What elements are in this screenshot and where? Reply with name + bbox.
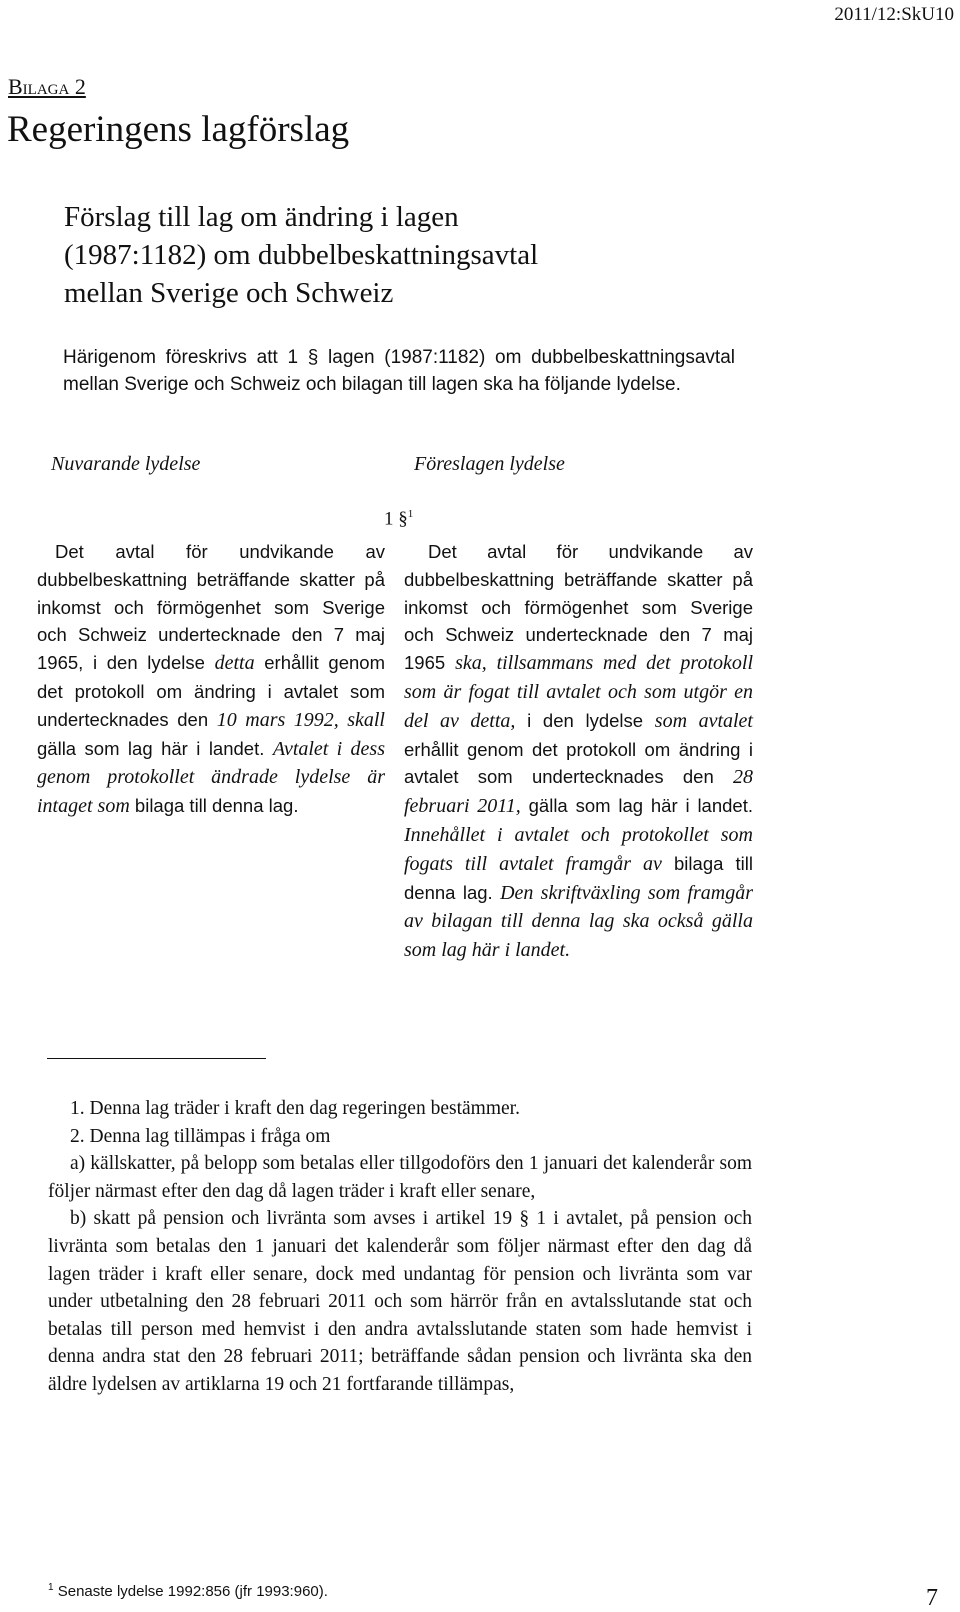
proposal-title-line: (1987:1182) om dubbelbeskattningsavtal [64, 239, 539, 271]
provision-paragraph: 1. Denna lag träder i kraft den dag regeringen bestämmer. [70, 1098, 520, 1119]
provision-paragraph: a) källskatter, på belopp som betalas eller tillgodoförs den 1 januari det kalenderår som följer närmast efter den dag då lagen träder i kraft eller senare, [48, 1153, 752, 1202]
footnote-marker: 1 [48, 1582, 54, 1593]
page-heading: Regeringens lagförslag [7, 109, 350, 150]
transitional-provisions [48, 1095, 752, 1399]
divider-rule [47, 1058, 266, 1059]
proposed-wording-heading: Föreslagen lydelse [414, 453, 565, 475]
footnote-ref: 1 [407, 508, 414, 520]
intro-paragraph: Härigenom föreskrivs att 1 § lagen (1987:1182) om dubbelbeskattningsavtal mellan Sverige och Schweiz och bilagan till lagen ska ha följande lydelse. [63, 347, 735, 395]
current-wording-heading: Nuvarande lydelse [51, 453, 201, 475]
document-id: 2011/12:SkU10 [834, 4, 954, 25]
page-number: 7 [926, 1585, 938, 1611]
provision-paragraph: b) skatt på pension och livränta som avses i artikel 19 § 1 i avtalet, på pension och livränta som betalas den 1 januari det kalenderår som följer närmast efter den dag då lagen träder i kraft eller senare, dock med undantag för pension och livränta som var under utbetalning den 28 februari 2011 och som härrör från en avtalsslutande stat och betalas till person med hemvist i den andra avtalsslutande staten som hade hemvist i denna andra stat den 28 februari 2011; beträffande sådan pension och livränta ska den äldre lydelsen av artiklarna 19 och 21 fortfarande tillämpas, [48, 1208, 752, 1395]
provision-paragraph: 2. Denna lag tillämpas i fråga om [70, 1125, 331, 1147]
section-number: 1 § [384, 508, 408, 530]
section-label [384, 508, 413, 530]
footnote-text: Senaste lydelse 1992:856 (jfr 1993:960). [57, 1583, 328, 1600]
proposal-title [64, 198, 538, 312]
proposal-title-line: mellan Sverige och Schweiz [64, 277, 394, 309]
proposed-wording-text: Det avtal för undvikande av dubbelbeskattning beträffande skatter på inkomst och förmögenhet som Sverige och Schweiz undertecknade den 7 maj 1965 ska, tillsammans med det protokoll som är fogat till avtalet och som utgör en del av detta, i den lydelse som avtalet erhållit genom det protokoll om ändring i avtalet som undertecknades den 28 februari 2011, gälla som lag här i landet. Innehållet i avtalet och protokollet som fogats till avtalet framgår av bilaga till denna lag. Den skriftväxling som framgår av bilagan till denna lag ska också gälla som lag här i landet. [404, 541, 754, 962]
footnote [48, 1582, 328, 1600]
current-wording-text: Det avtal för undvikande av dubbelbeskattning beträffande skatter på inkomst och förmögenhet som Sverige och Schweiz undertecknade den 7 maj 1965, i den lydelse detta erhållit genom det protokoll om ändring i avtalet som undertecknades den 10 mars 1992, skall gälla som lag här i landet. Avtalet i dess genom protokollet ändrade lydelse är intaget som bilaga till denna lag. [37, 541, 385, 818]
proposal-title-line: Förslag till lag om ändring i lagen [64, 201, 459, 233]
appendix-label: Bilaga 2 [8, 74, 86, 99]
